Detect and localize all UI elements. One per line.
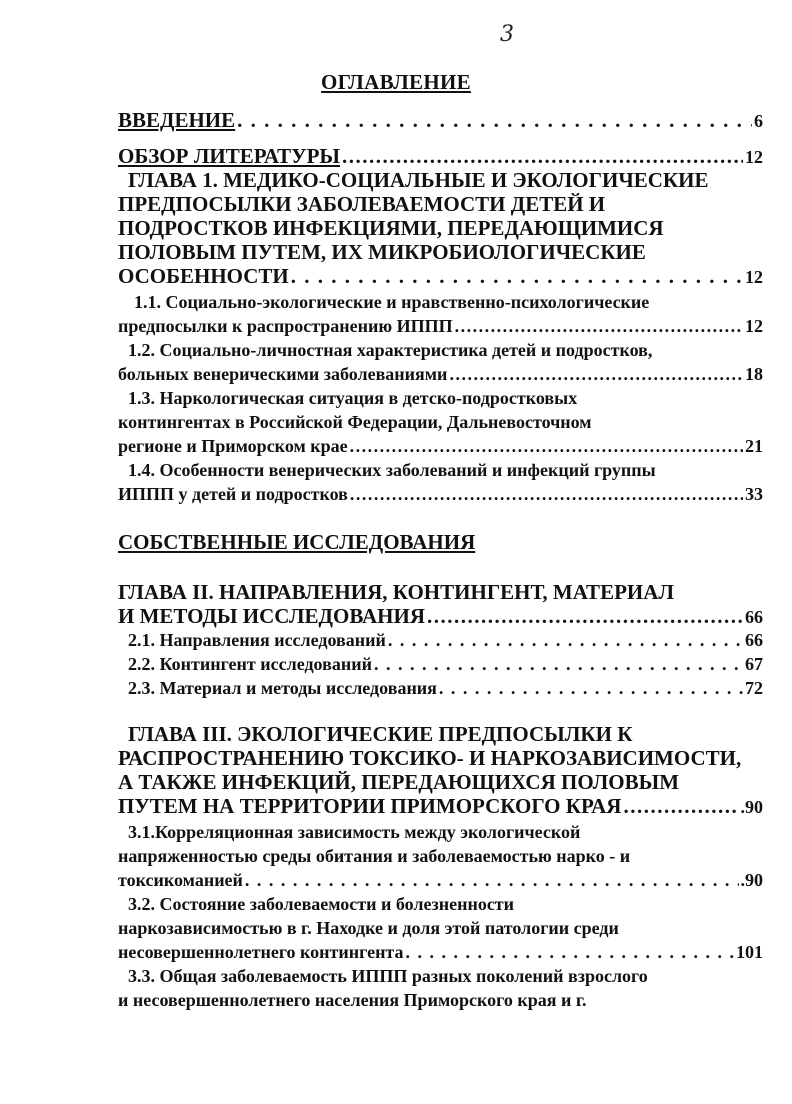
- dot-leader: [455, 314, 743, 338]
- toc-entry-line: контингентах в Российской Федерации, Дальневосточном: [118, 412, 592, 432]
- toc-page-number: .90: [740, 870, 763, 890]
- toc-entry-line: напряженностью среды обитания и заболеваемостью нарко - и: [118, 846, 631, 866]
- toc-entry-intro[interactable]: [118, 108, 763, 133]
- dot-leader: [388, 628, 743, 652]
- toc-section-2-3[interactable]: [118, 676, 763, 700]
- toc-page-number: 66: [745, 630, 763, 650]
- toc-entry-label: регионе и Приморском крае: [118, 436, 348, 456]
- page-title: ОГЛАВЛЕНИЕ: [321, 70, 471, 94]
- toc-entry-line: 1.3. Наркологическая ситуация в детско-подростковых: [128, 388, 578, 408]
- toc-entry-line: ГЛАВА III. ЭКОЛОГИЧЕСКИЕ ПРЕДПОСЫЛКИ К: [128, 722, 633, 746]
- toc-part-own-research[interactable]: [118, 530, 763, 554]
- toc-page-number: 6: [754, 111, 763, 131]
- toc-entry-label: ВВЕДЕНИЕ: [118, 108, 236, 132]
- toc-entry-label: 2.1. Направления исследований: [128, 630, 386, 650]
- toc-section-1-3[interactable]: [118, 386, 763, 458]
- toc-page-number: 66: [745, 607, 763, 627]
- toc-section-1-1[interactable]: [118, 290, 763, 338]
- toc-section-3-2[interactable]: [118, 892, 763, 964]
- toc-page-number: 67: [745, 654, 763, 674]
- toc-entry-line: ПОЛОВЫМ ПУТЕМ, ИХ МИКРОБИОЛОГИЧЕСКИЕ: [118, 240, 646, 264]
- toc-entry-label: больных венерическими заболеваниями: [118, 364, 448, 384]
- toc-entry-label: предпосылки к распространению ИППП: [118, 316, 453, 336]
- toc-page-number: 101: [736, 942, 763, 962]
- toc-entry-line: ПОДРОСТКОВ ИНФЕКЦИЯМИ, ПЕРЕДАЮЩИМИСЯ: [118, 216, 664, 240]
- toc-page-number: 18: [745, 364, 763, 384]
- dot-leader: [245, 868, 739, 892]
- toc-page-number: 33: [745, 484, 763, 504]
- toc-section-2-1[interactable]: [118, 628, 763, 652]
- toc-entry-line: 3.1.Корреляционная зависимость между экологической: [128, 822, 581, 842]
- dot-leader: [350, 482, 743, 506]
- dot-leader: [237, 108, 752, 132]
- dot-leader: [427, 604, 743, 628]
- toc-section-1-4[interactable]: [118, 458, 763, 506]
- toc-section-3-1[interactable]: [118, 820, 763, 892]
- toc-entry-label: 2.3. Материал и методы исследования: [128, 678, 437, 698]
- dot-leader: [406, 940, 735, 964]
- toc-chapter-2[interactable]: [118, 580, 763, 629]
- toc-part-label: СОБСТВЕННЫЕ ИССЛЕДОВАНИЯ: [118, 530, 476, 554]
- toc-entry-label: ОСОБЕННОСТИ: [118, 264, 289, 288]
- toc-chapter-1[interactable]: [118, 168, 763, 289]
- toc-entry-line: ГЛАВА 1. МЕДИКО-СОЦИАЛЬНЫЕ И ЭКОЛОГИЧЕСКИЕ: [128, 168, 709, 192]
- dot-leader: [623, 794, 738, 818]
- toc-entry-label: 2.2. Контингент исследований: [128, 654, 372, 674]
- toc-chapter-3[interactable]: [118, 722, 763, 819]
- toc-entry-label: ИППП у детей и подростков: [118, 484, 348, 504]
- toc-section-2-2[interactable]: [118, 652, 763, 676]
- toc-section-3-3[interactable]: [118, 964, 763, 1012]
- toc-page-number: 72: [745, 678, 763, 698]
- toc-entry-label: И МЕТОДЫ ИССЛЕДОВАНИЯ: [118, 604, 426, 628]
- toc-entry-line: ПРЕДПОСЫЛКИ ЗАБОЛЕВАЕМОСТИ ДЕТЕЙ И: [118, 192, 606, 216]
- page-number-mark: 3: [500, 22, 514, 47]
- dot-leader: [350, 434, 743, 458]
- toc-page-number: .90: [740, 797, 763, 817]
- toc-page-number: 12: [745, 267, 763, 287]
- dot-leader: [449, 362, 743, 386]
- toc-entry-line: наркозависимостью в г. Находке и доля этой патологии среди: [118, 918, 619, 938]
- toc-entry-line: А ТАКЖЕ ИНФЕКЦИЙ, ПЕРЕДАЮЩИХСЯ ПОЛОВЫМ: [118, 770, 680, 794]
- toc-entry-line: 3.3. Общая заболеваемость ИППП разных поколений взрослого: [128, 966, 648, 986]
- dot-leader: [291, 264, 743, 288]
- toc-entry-line: ГЛАВА II. НАПРАВЛЕНИЯ, КОНТИНГЕНТ, МАТЕРИАЛ: [118, 580, 675, 604]
- toc-entry-line: 1.2. Социально-личностная характеристика детей и подростков,: [128, 340, 653, 360]
- toc-section-1-2[interactable]: [118, 338, 763, 386]
- toc-entry-line: РАСПРОСТРАНЕНИЮ ТОКСИКО- И НАРКОЗАВИСИМОСТИ,: [118, 746, 742, 770]
- dot-leader: [374, 652, 743, 676]
- toc-entry-line: 3.2. Состояние заболеваемости и болезненности: [128, 894, 515, 914]
- toc-entry-label: ПУТЕМ НА ТЕРРИТОРИИ ПРИМОРСКОГО КРАЯ: [118, 794, 622, 818]
- toc-entry-label: ОБЗОР ЛИТЕРАТУРЫ: [118, 144, 341, 168]
- toc-entry-label: токсикоманией: [118, 870, 243, 890]
- toc-entry-line: и несовершеннолетнего населения Приморского края и г.: [118, 990, 587, 1010]
- toc-entry-line: 1.1. Социально-экологические и нравственно-психологические: [134, 292, 650, 312]
- toc-entry-review[interactable]: [118, 144, 763, 169]
- toc-entry-line: 1.4. Особенности венерических заболеваний и инфекций группы: [128, 460, 656, 480]
- dot-leader: [439, 676, 743, 700]
- toc-entry-label: несовершеннолетнего контингента: [118, 942, 404, 962]
- toc-page-number: 12: [745, 147, 763, 167]
- dot-leader: [342, 144, 743, 168]
- toc-page-number: 12: [745, 316, 763, 336]
- toc-page-number: 21: [745, 436, 763, 456]
